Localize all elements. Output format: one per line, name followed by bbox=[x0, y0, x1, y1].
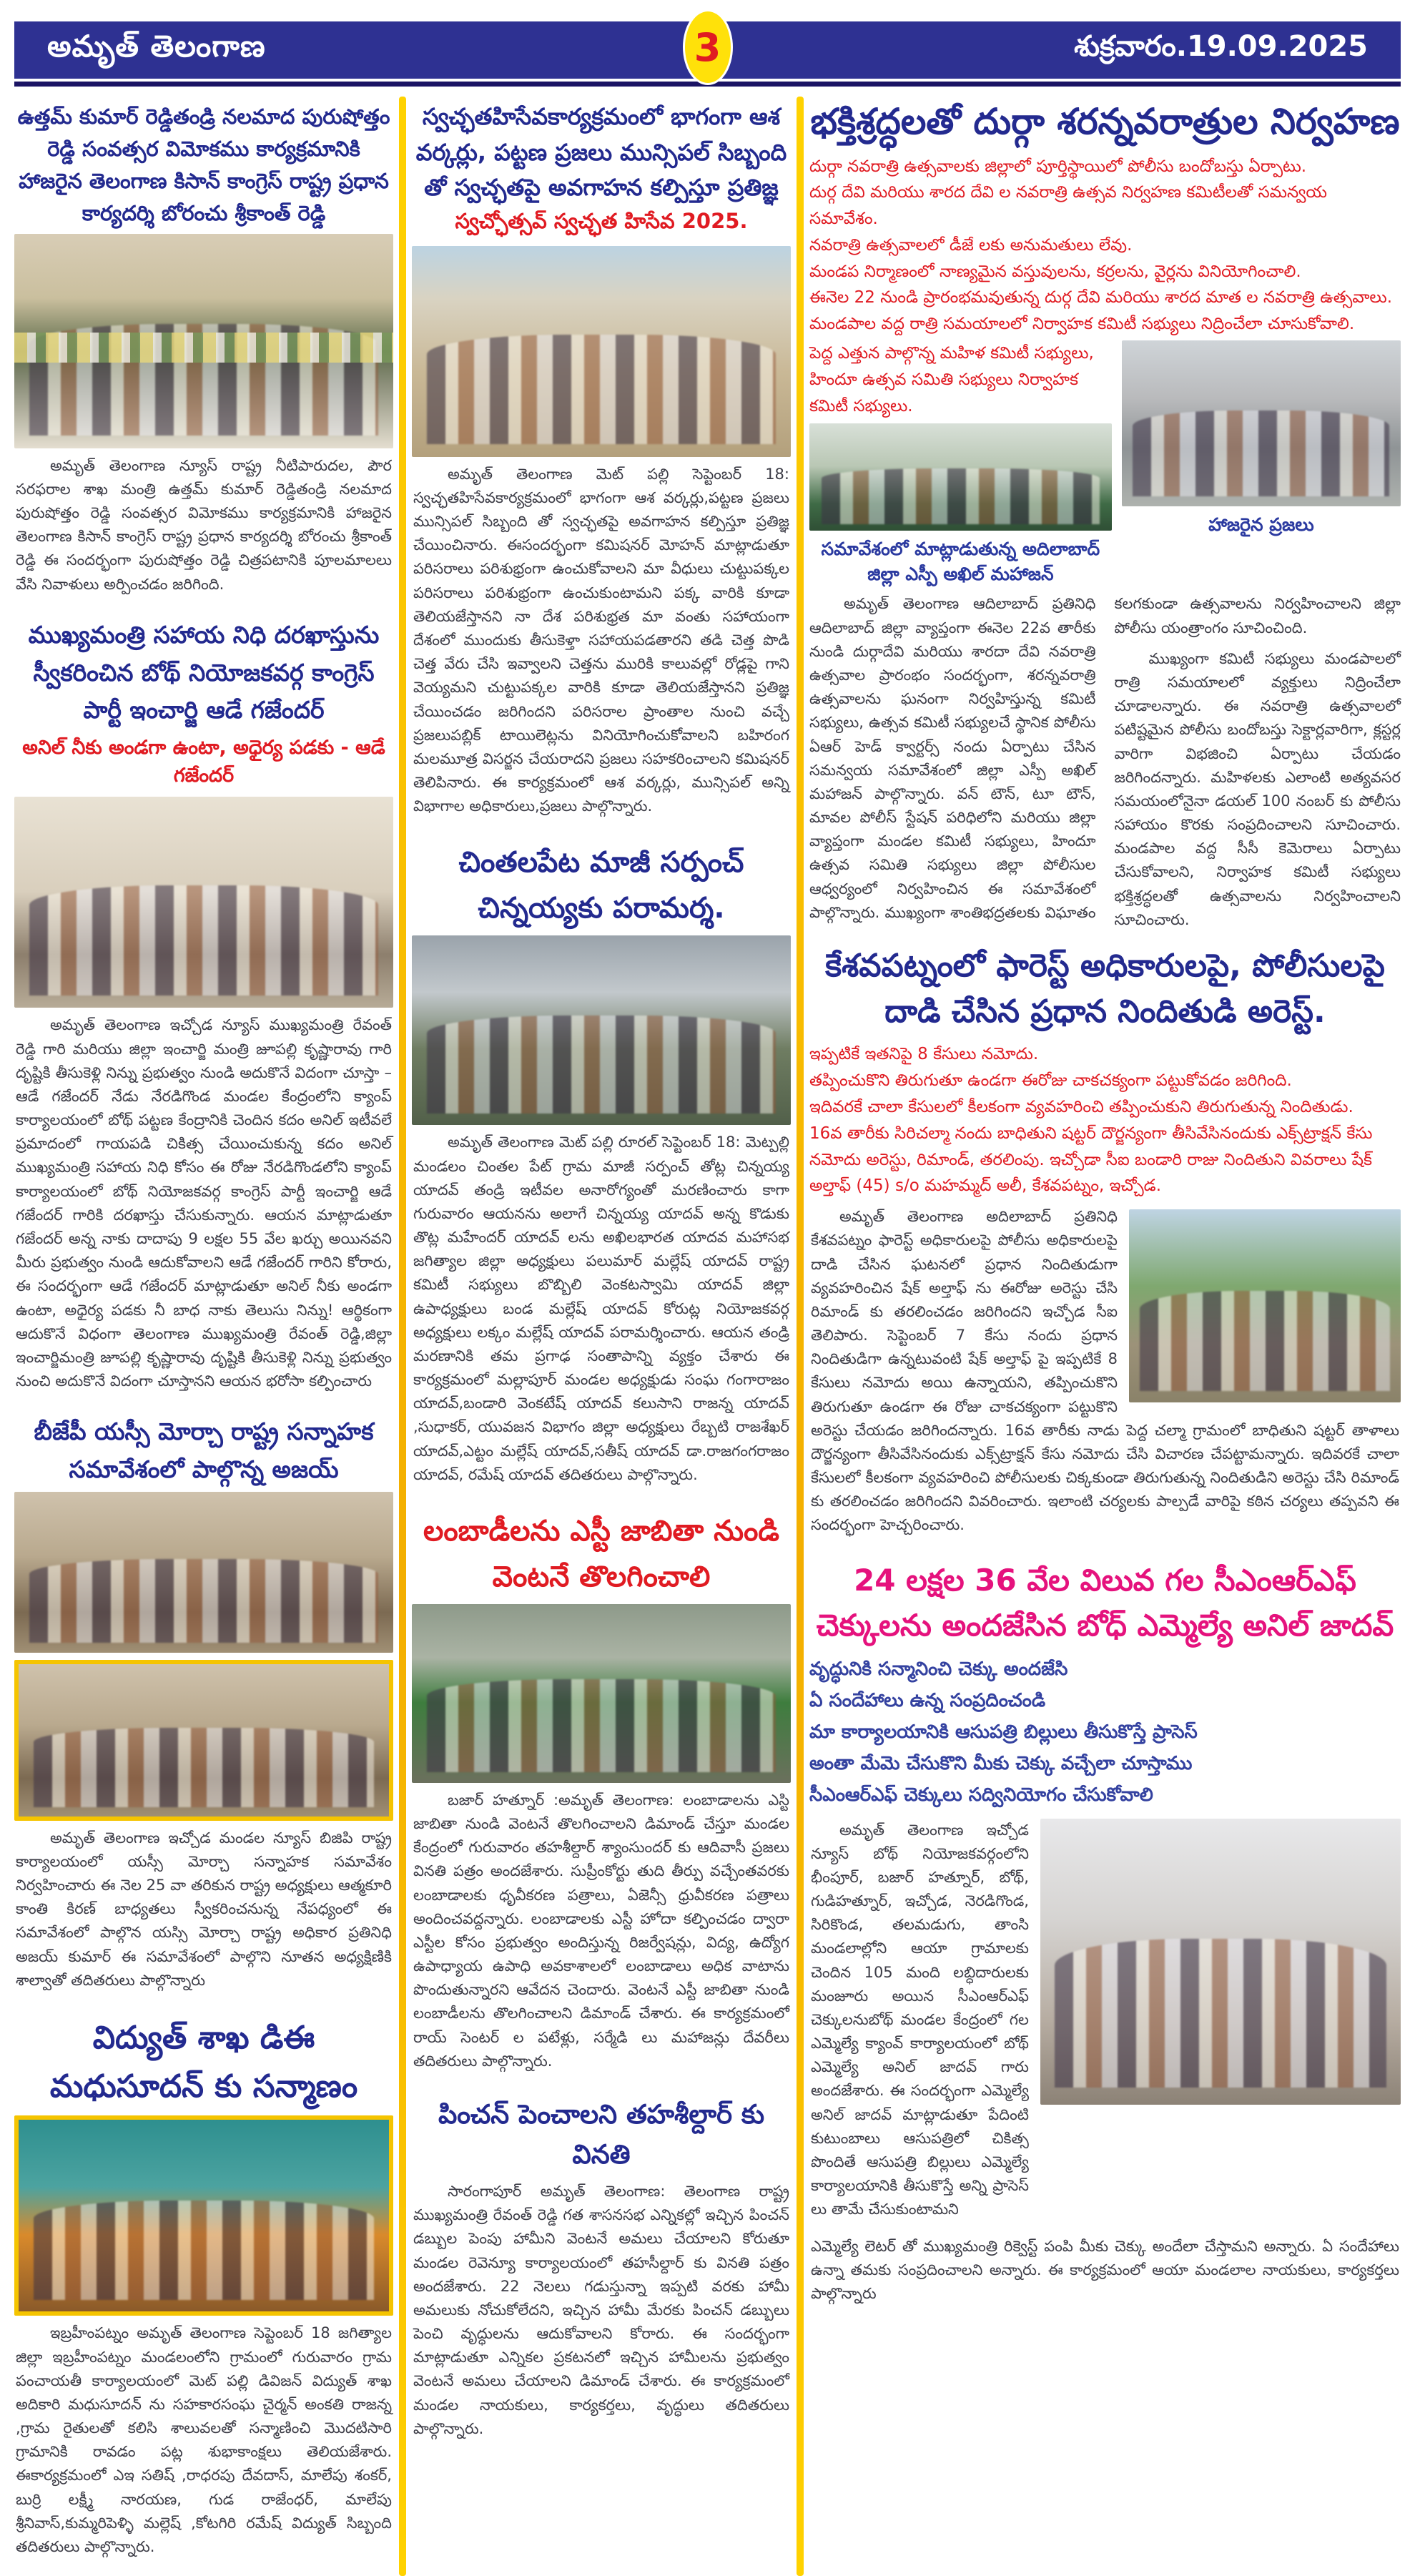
photo-memorial-gathering bbox=[14, 234, 393, 448]
body-text: అమృత్ తెలంగాణ న్యూస్ రాష్ట్ర నీటిపారుదల, పౌర సరఫరాల శాఖ మంత్రి ఉత్తమ్ కుమార్ రెడ్డితండ్రి నలమాద పురుషోత్తం రెడ్డి సంవత్సర విమోకము కార్యక్రమానికి హాజరైన తెలంగాణ కిసాన్ కాంగ్రెస్ రాష్ట్ర ప్రధాన కార్యదర్శి బోరంచు శ్రీకాంత్ రెడ్డి ఈ సందర్భంగా పురుషోత్తం రెడ్డి చిత్రపటానికి పూలమాలలు వేసి నివాళులు అర్పించడం జరిగింది. bbox=[16, 456, 392, 593]
headline: ఉత్తమ్ కుమార్ రెడ్డితండ్రి నలమాద పురుషోత్తం రెడ్డి సంవత్సర విమోకము కార్యక్రమానికి హాజరైన తెలంగాణ కిసాన్ కాంగ్రెస్ రాష్ట్ర ప్రధాన కార్యదర్శి బోరంచు శ్రీకాంత్ రెడ్డి bbox=[17, 104, 390, 225]
story-de-felicitation bbox=[14, 2010, 393, 2569]
headline: పించన్ పెంచాలని తహశీల్దార్ కు వినతి bbox=[438, 2099, 765, 2170]
bullet-item: మండప నిర్మాణంలో నాణ్యమైన వస్తువులను, కర్రలను, వైర్లను వినియోగించాలి. bbox=[809, 262, 1301, 281]
subline-list bbox=[809, 1653, 1401, 1811]
subline-item: మా కార్యాలయానికి ఆసుపత్రి బిల్లులు తీసుకొస్తే ప్రాసెస్ bbox=[809, 1721, 1198, 1744]
column-separator-right bbox=[797, 97, 804, 2576]
column-separator-left bbox=[399, 97, 406, 2576]
body-text-left: అమృత్ తెలంగాణ ఇచ్చోడ న్యూస్ బోథ్ నియోజకవర్గంలోని భీంపూర్, బజార్ హత్నూర్, బోథ్, గుడిహత్నూర్, ఇచ్చోడ, నెరడిగొండ, సిరికొండ, తలమడుగు, తాంసి మండలాల్లోని ఆయా గ్రామాలకు చెందిన 105 మంది లబ్ధిదారులకు మంజూరు అయిన సీఎంఆర్ఎఫ్ చెక్కులనుబోథ్ మండల కేంద్రంలో గల ఎమ్మెల్యే క్యాంవ్ కార్యాలయంలో బోథ్ ఎమ్మెల్యే అనిల్ జాదవ్ గారు అందజేశారు. ఈ సందర్భంగా ఎమ్మెల్యే అనిల్ జాదవ్ మాట్లాడుతూ పేదింటి కుటుంబాలు ఆసుపత్రిలో చికిత్స పొందితే ఆసుపత్రి బిల్లులు ఎమ్మెల్యే కార్యాలయానికి తీసుకొస్తే అన్ని ప్రాసెస్ లు తామే చేసుకుంటామని bbox=[811, 1821, 1029, 2218]
body-text: అమృత్ తెలంగాణ అదిలాబాద్ ప్రతినిధి కేశవపట్నం ఫారెస్ట్ అధికారులపై పోలీసు అధికారులపై దాడి చేసిన ఘటనలో ప్రధాన నిందితుడుగా వ్యవహరించిన షేక్ అల్తాఫ్ ను ఈరోజు అరెస్టు చేసి రిమాండ్ కు తరలించడం జరిగిందని ఇచ్చోడ సీఐ తెలిపారు. సెప్టెంబర్ 7 కేసు నందు ప్రధాన నిందితుడిగా ఉన్నటువంటి షేక్ అల్తాఫ్ పై ఇప్పటికే 8 కేసులు నమోదు అయి ఉన్నాయని, తప్పించుకొని తిరుగుతూ ఉండగా ఈ రోజు చాకచక్యంగా పట్టుకొని అరెస్టు చేయడం జరిగిందన్నారు. 16వ తారీకు నాడు పెద్ద చల్మా గ్రామంలో బాధితుని షట్టర్ తాళాలు దౌర్జన్యంగా తీసివేసినందుకు ఎక్స్‌ట్రాక్షన్ కేసు నమోదు చేసి విచారణ చేపట్టామన్నారు. ఇదివరకే చాలా కేసులలో కీలకంగా వ్యవహరించి పోలీసులకు చిక్కకుండా తిరుగుతున్న నిందితుడిని అరెస్టు చేసి రిమాండ్ కు తరలించడం జరిగిందని వివరించారు. ఇలాంటి చర్యలకు పాల్పడే వారిపై కఠిన చర్యలు తప్పవని ఈ సందర్భంగా హెచ్చరించారు. bbox=[811, 1208, 1399, 1534]
story-forest-attack-arrest bbox=[809, 939, 1401, 1548]
body-text: ఇబ్రహీంపట్నం అమృత్ తెలంగాణ సెప్టెంబర్ 18 జగిత్యాల జిల్లా ఇబ్రహీంపట్నం మండలంలోని గ్రామంలో గురువారం గ్రామ పంచాయతీ కార్యాలయంలో మెట్ పల్లి డివిజన్ విద్యుత్ శాఖ అదికారి మధుసూదన్ ను సహకారసంఘ చైర్మన్ అంకతి రాజన్న ,గ్రామ రైతులతో కలిసి శాలువలతో సన్మాణించి మొదటిసారి గ్రామానికి రావడం పట్ల శుభాకాంక్షలు తెలియజేశారు. ఈకార్యక్రమంలో ఎఇ సతిష్ ,రాధరపు దేవదాస్, మాలేపు శంకర్, బుర్రి లక్ష్మీ నారయణ, గుడ రాజేంధర్, మాలేపు శ్రీనివాస్,కుమ్మరిపెళ్ళి మల్లెష్ ,కోటగిరి రమేష్ విద్యుత్ సిబ్బంది తదితరులు పాల్గొన్నారు. bbox=[16, 2324, 392, 2555]
photo-sp-meeting-dais bbox=[809, 423, 1112, 531]
bullet-item: మండపాల వద్ద రాత్రి సమయాలలో నిర్వాహక కమిటీ సభ్యులు నిద్రించేలా చూసుకోవాలి. bbox=[809, 315, 1355, 334]
story-cm-relief-fund bbox=[14, 614, 393, 1403]
middle-column bbox=[412, 97, 791, 2576]
headline: భక్తిశ్రద్ధలతో దుర్గా శరన్నవరాత్రుల నిర్వహణ bbox=[810, 101, 1400, 142]
story-cmrf-cheques bbox=[809, 1555, 1401, 2316]
photo-caption-left: సమావేశంలో మాట్లాడుతున్న అదిలాబాద్ జిల్లా ఎస్పీ అఖిల్ మహాజన్ bbox=[821, 539, 1100, 585]
newspaper-page bbox=[14, 0, 1401, 2576]
two-column-body bbox=[809, 592, 1401, 931]
photo-pledge-ground bbox=[412, 246, 791, 457]
headline: బీజేపీ యస్సీ మోర్చా రాష్ట్ర సన్నాహక సమావేశంలో పాల్గొన్న అజయ్ bbox=[34, 1417, 374, 1483]
bullet-item: దుర్గా నవరాత్రి ఉత్సవాలకు జిల్లాలో పూర్తిస్థాయిలో పోలీసు బందోబస్తు ఏర్పాటు. bbox=[809, 157, 1307, 176]
photo-audience-hall bbox=[1122, 340, 1401, 506]
photo-bjp-meeting-top bbox=[14, 1492, 393, 1653]
bullet-list bbox=[809, 154, 1401, 338]
bullet-item: ఈనెల 22 నుండి ప్రారంభమవుతున్న దుర్గ దేవి మరియు శారద మాత ల నవరాత్రి ఉత్సవాలు. bbox=[809, 288, 1393, 308]
body-text: అమృత్ తెలంగాణ మెట్ పల్లి సెప్టెంబర్ 18: స్వచ్ఛతహిసేవకార్యక్రమంలో భాగంగా ఆశ వర్కర్లు,పట్టణ ప్రజలు మున్సిపల్ సిబ్బంది తో స్వచ్ఛతపై అవగాహన కల్పిస్తూ ప్రతిజ్ఞ చేయించినారు. ఈసందర్భంగా కమిషనర్ మోహన్ మాట్లాడుతూ పరిసరాలు పరిశుభ్రంగా ఉంచుకోవాలని మా వీధులు చుట్టుపక్కల పరిసరాలు పరిశుభ్రంగా ఉంచుకుంటామని పక్క వారికి కూడా తెలియజేస్తానని నా దేశ పరిశుభ్రత మా వంతు సహాయంగా దేశంలో ముందుకు తీసుకెళ్తా సహాయపడతారని తడి చెత్త పొడి చెత్త వేరు చేసి ఇవ్వాలని చెత్తను మురికి కాలువల్లో రోడ్లపై గాని వెయ్యమని చుట్టుపక్కల వారికి కూడా తెలియజేస్తానని ప్రతిజ్ఞ చేయించడం జరిగిందని పరిసరాల ప్రాంతాల నుంచి వచ్చే ప్రజలుపబ్లిక్ టాయిలెట్లను వినియోగించుకోవాలని బహిరంగ మలమూత్ర విసర్జన చేయరాదని ప్రజలు సహకరించాలని కమిషనర్ తెలిపినారు. ఈ కార్యక్రమంలో ఆశ వర్కర్లు, మున్సిపల్ అన్ని విభాగాల అధికారులు,ప్రజలు పాల్గొన్నారు. bbox=[413, 465, 789, 815]
headline: లంబాడీలను ఎస్టీ జాబితా నుండి వెంటనే తొలగించాలి bbox=[423, 1514, 779, 1593]
bullet-item: నవరాత్రి ఉత్సవాలలో డీజే లకు అనుమతులు లేవు. bbox=[809, 235, 1133, 255]
body-with-photo bbox=[809, 1205, 1401, 1547]
date-line: శుక్రవారం.19.09.2025 bbox=[1074, 30, 1368, 63]
photo-condolence-shed bbox=[412, 935, 791, 1125]
bullet-item: ఇప్పటికే ఇతనిపై 8 కేసులు నమోదు. bbox=[809, 1045, 1039, 1064]
story-durga-navaratri bbox=[809, 97, 1401, 932]
body-text-left: అమృత్ తెలంగాణ ఆదిలాబాద్ ప్రతినిధి ఆదిలాబాద్ జిల్లా వ్యాప్తంగా ఈనెల 22వ తారీకు నుండి దుర్గాదేవి మరియు శారదా దేవి నవరాత్రి ఉత్సవాల ప్రారంభం సందర్భంగా, శరన్నవరాత్రి ఉత్సవాలను ఘనంగా నిర్వహిస్తున్న కమిటీ సభ్యులు, ఉత్సవ కమిటీ సభ్యులచే స్థానిక పోలీసు ఏఆర్ హెడ్ క్వార్టర్స్ నందు ఏర్పాటు చేసిన సమన్వయ సమావేశంలో జిల్లా ఎస్పీ అఖిల్ మహాజన్ పాల్గొన్నారు. వన్ టౌన్, టూ టౌన్, మావల పోలీస్ స్టేషన్ పరిధిలోని మరియు జిల్లా వ్యాప్తంగా మండల కమిటీ సభ్యులు, హిందూ ఉత్సవ సమితి సభ్యులు జిల్లా పోలీసుల ఆధ్వర్యంలో నిర్వహించిన ఈ సమావేశంలో పాల్గొన్నారు. ముఖ్యంగా శాంతిభద్రతలకు విఘాతం కలగకుండా ఉత్సవాలను నిర్వహించాలని జిల్లా పోలీసు యంత్రాంగం సూచించింది. bbox=[809, 595, 1401, 921]
right-column bbox=[809, 97, 1401, 2576]
bullet-item: తప్పించుకొని తిరుగుతూ ఉండగా ఈరోజు చాకచక్యంగా పట్టుకోవడం జరిగింది. bbox=[809, 1071, 1292, 1091]
story-sarpanch-condolence bbox=[412, 835, 791, 1497]
masthead-title: అమృత్ తెలంగాణ bbox=[47, 29, 266, 64]
body-text-right: ముఖ్యంగా కమిటీ సభ్యులు మండపాలలో రాత్రి సమయాలలో వ్యక్తులు నిద్రించేలా చూడాలన్నారు. ఈ నవరాత్రి ఉత్సవాలలో పటిష్టమైన పోలీసు బందోబస్తు సెక్టార్లవారిగా, క్లస్టర్ల వారిగా విభజించి ఏర్పాటు చేయడం జరిగిందన్నారు. మహిళలకు ఎలాంటి అత్యవసర సమయంలోనైనా డయల్ 100 నంబర్ కు పోలీసు సహాయం కొరకు సంప్రదించాలని సూచించారు. మండపాల వద్ద సీసీ కెమెరాలు ఏర్పాటు చేసుకోవాలని, నిర్వాహక కమిటీ సభ్యులు భక్తిశ్రద్ధలతో ఉత్సవాలను నిర్వహించాలని సూచించారు. bbox=[1114, 649, 1401, 928]
photo-police-arrest-road bbox=[1129, 1209, 1401, 1402]
body-text-bottom: ఎమ్మెల్యే లెటర్ తో ముఖ్యమంత్రి రిక్వెస్ట్ పంపి మీకు చెక్కు అందేలా చేస్తామని అన్నారు. ఏ సందేహాలు ఉన్నా తమకు సంప్రదించాలని అన్నారు. ఈ కార్యక్రమంలో ఆయా మండలాల నాయకులు, కార్యకర్తలు పాల్గొన్నారు bbox=[811, 2237, 1399, 2302]
headline: కేశవపట్నంలో ఫారెస్ట్ అధికారులపై, పోలీసులపై దాడి చేసిన ప్రధాన నిందితుడి అరెస్ట్. bbox=[825, 947, 1385, 1030]
subline-item: ఏ సందేహాలు ఉన్న సంప్రదించండి bbox=[809, 1689, 1046, 1711]
story-pension-petition bbox=[412, 2090, 791, 2451]
photo-camp-office-application bbox=[14, 797, 393, 1008]
bullet-item: పెద్ద ఎత్తున పాల్గొన్న మహిళ కమిటీ సభ్యులు, హిందూ ఉత్సవ సమితి సభ్యులు నిర్వాహక కమిటీ సభ్యులు. bbox=[809, 344, 1094, 416]
photo-felicitation-event bbox=[14, 2115, 393, 2316]
body-text: సారంగాపూర్ అమృత్ తెలంగాణ: తెలంగాణ రాష్ట్ర ముఖ్యమంత్రి రేవంత్ రెడ్డి గత శాసనసభ ఎన్నికల్లో ఇచ్చిన పించన్ డబ్బుల పెంపు హామీని వెంటనే అమలు చేయాలని కోరుతూ మండల రెవెన్యూ కార్యాలయంలో తహసీల్దార్ కు వినతి పత్రం అందజేశారు. 22 నెలలు గడుస్తున్నా ఇప్పటి వరకు హామీ అమలుకు నోచుకోలేదని, ఇచ్చిన హామీ మేరకు పించన్ డబ్బులు పెంచి వృద్ధులను ఆదుకోవాలని కోరారు. ఈ సందర్భంగా మాట్లాడుతూ ఎన్నికల ప్రకటనలో ఇచ్చిన హామీలను ప్రభుత్వం వెంటనే అమలు చేయాలని డిమాండ్ చేశారు. ఈ కార్యక్రమంలో మండల నాయకులు, కార్యకర్తలు, వృద్ధులు తదితరులు పాల్గొన్నారు. bbox=[413, 2183, 789, 2437]
subline-item: అంతా మేమె చేసుకొని మీకు చెక్కు వచ్చేలా చూస్తాము bbox=[809, 1753, 1193, 1775]
bullet-item: ఇదివరకే చాలా కేసులలో కీలకంగా వ్యవహరించి తప్పించుకుని తిరుగుతున్న నిందితుడు. bbox=[809, 1098, 1354, 1117]
subheadline: అనిల్ నీకు అండగా ఉంటా, అధైర్య పడకు - ఆడే గజేందర్ bbox=[22, 737, 385, 787]
story-kisan-congress bbox=[14, 97, 393, 606]
headline: స్వచ్ఛతహిసేవకార్యక్రమంలో భాగంగా ఆశ వర్కర్లు, పట్టణ ప్రజలు మున్సిపల్ సిబ్బంది తో స్వచ్ఛతపై అవగాహన కల్పిస్తూ ప్రతిజ్ఞ bbox=[415, 103, 787, 202]
photo-adivasi-petition-group bbox=[412, 1604, 791, 1783]
bullet-item: 16వ తారీకు సిరిచల్మా నందు బాధితుని షట్టర్ దౌర్జన్యంగా తీసివేసినందుకు ఎక్స్‌ట్రాక్షన్ కేసు నమోదు అరెస్టు, రిమాండ్, తరలింపు. ఇచ్చోడా సీఐ బండారి రాజు నిందితుని వివరాలు షేక్ అల్తాఫ్ (45) s/o మహమ్మద్ అలీ, కేశవపట్నం, ఇచ్చోడ. bbox=[809, 1124, 1373, 1196]
left-column bbox=[14, 97, 393, 2576]
story-swachhata-pledge bbox=[412, 97, 791, 828]
story-bjp-sc-morcha bbox=[14, 1410, 393, 2002]
headline: విద్యుత్ శాఖ డిఈ మధుసూదన్ కు సన్మాణం bbox=[49, 2020, 358, 2105]
body-text: బజార్ హత్నూర్ :అమృత్ తెలంగాణ: లంబాడాలను ఎస్టి జాబితా నుండి వెంటనే తొలగించాలని డిమాండ్ చేస్తూ మండల కేంద్రంలో గురువారం తహశీల్దార్ శ్యాంసుందర్ కు ఆదివాసీ ప్రజలు వినతి పత్రం అందజేశారు. సుప్రీంకోర్టు తుది తీర్పు వచ్చేంతవరకు లంబాడాలకు ధృవీకరణ పత్రాలు, ఏజెన్సీ ధ్రువీకరణ పత్రాలు అందించవద్దన్నారు. లంబాడాలకు ఎస్టీ హోదా కల్పించడం ద్వారా ఎస్టీల కోసం ప్రభుత్వం అందిస్తున్న రిజర్వేషన్లు, విద్య, ఉద్యోగ ఉపాధ్యాయ ఉపాధి అవకాశాలలో లంబాడాలు అధిక వాటాను పొందుతున్నారని ఆవేదన చెందారు. వెంటనే ఎస్టీ జాబితా నుండి లంబాడీలను తొలగించాలని డిమాండ్ చేశారు. ఈ కార్యక్రమంలో రాయ్ సెంటర్ ల పటేళ్లు, సర్మేడి లు మహాజన్లు దేవరీలు తదితరులు పాల్గొన్నారు. bbox=[413, 1791, 789, 2070]
subline-item: వృద్ధునికి సన్మానించి చెక్కు అందజేసి bbox=[809, 1658, 1068, 1680]
headline: 24 లక్షల 36 వేల విలువ గల సీఎంఆర్ఎఫ్ చెక్కులను అందజేసిన బోధ్ ఎమ్మెల్యే అనిల్ జాదవ్ bbox=[816, 1562, 1394, 1643]
body-text: అమృత్ తెలంగాణ మెట్ పల్లి రూరల్ సెప్టెంబర్ 18: మెట్పల్లి మండలం చింతల పేట్ గ్రామ మాజీ సర్పంచ్ తోట్ల చిన్నయ్య యాదవ్ తండ్రి ఇటీవల అనారోగ్యంతో మరణించారు కాగా గురువారం ఆయనను అలాగే చిన్నయ్య యాదవ్ అన్న కొడుకు తొట్ల మహేందర్ యాదవ్ లను అఖిలభారత యాదవ మహాసభ జగిత్యాల జిల్లా అధ్యక్షులు పలుమార్ మల్లేష్ యాదవ్ రాష్ట్ర కమిటీ సభ్యులు బొబ్బిలి వెంకటస్వామి యాదవ్ జిల్లా ఉపాధ్యక్షులు బండ మల్లేష్ యాదవ్ కోరుట్ల నియోజకవర్గ అధ్యక్షులు లక్కం మల్లేష్ యాదవ్ పరామర్శించారు. ఆయన తండ్రి మరణానికి తమ ప్రగాఢ సంతాపాన్ని వ్యక్తం చేశారు ఈ కార్యక్రమంలో మల్లాపూర్ మండల అధ్యక్షుడు సంఘ గంగారాజం యాదవ్,బండారి వెంకటేష్ యాదవ్ కలుసాని రాజన్న యాదవ్ ,సుధాకర్, యువజన విభాగం జిల్లా అధ్యక్షులు రేబ్బటి రాజశేఖర్ యాదవ్,ఎట్టం మల్లేష్ యాదవ్,సతీష్ యాదవ్ డా.రాజగంగరాజం యాదవ్, రమేష్ యాదవ్ తదితరులు పాల్గొన్నారు. bbox=[413, 1134, 789, 1483]
photo-caption-right: హాజరైన ప్రజలు bbox=[1208, 514, 1314, 536]
page-number: 3 bbox=[694, 24, 721, 70]
bullet-list bbox=[809, 1041, 1401, 1199]
headline: చింతలపేట మాజీ సర్పంచ్ చిన్నయ్యకు పరామర్శ. bbox=[458, 846, 744, 925]
body-text: అమృత్ తెలంగాణ ఇచ్చోడ మండల న్యూస్ బిజిపి రాష్ట్ర కార్యాలయంలో యస్సీ మోర్చా సన్నాహక సమావేశం నిర్వహించారు ఈ నెల 25 వా తరికున రాష్ట్ర అధ్యక్షులు ఆత్మకూరి కాంతి కిరణ్ బాధ్యతలు స్వీకరించనున్న నేపధ్యంలో ఈ సమావేశంలో పాల్గొన యస్సి మోర్చా రాష్ట్ర అధికార ప్రతినిధి అజయ్ కుమార్ ఈ సమావేశంలో పాల్గొని నూతన అధ్యక్షిణికి శాల్వాతో తదితరులు పాల్గొన్నారు bbox=[16, 1829, 392, 1989]
headline: ముఖ్యమంత్రి సహాయ నిధి దరఖాస్తును స్వీకరించిన బోథ్ నియోజకవర్గ కాంగ్రెస్ పార్టీ ఇంచార్జి ఆడే గజేందర్ bbox=[28, 620, 380, 724]
masthead-bar bbox=[14, 21, 1401, 79]
subheadline: స్వచ్ఛోత్సవ్ స్వచ్ఛత హిసేవ 2025. bbox=[455, 208, 748, 233]
subline-item: సీఎంఆర్ఎఫ్ చెక్కులు సద్వినియోగం చేసుకోవాలి bbox=[809, 1784, 1153, 1806]
page-number-badge bbox=[685, 11, 731, 83]
body-text: అమృత్ తెలంగాణ ఇచ్చోడ న్యూస్ ముఖ్యమంత్రి రేవంత్ రెడ్డి గారి మరియు జిల్లా ఇంచార్జి మంత్రి జూపల్లి కృష్ణారావు గారి దృష్టికి తీసుకెళ్లి నిన్ను ప్రభుత్వం నుండి అదుకొనే విదంగా చూస్తా – ఆడే గజేందర్ నేడు నేరడిగొండ మండల కేంద్రంలోని క్యాంప్ కార్యాలయంలో బోథ్ పట్టణ కేంద్రానికి చెందిన కదం అనిల్ ఇటీవలే ప్రమాదంలో గాయపడి చికిత్స చేయించుకున్న కదం అనిల్ ముఖ్యమంత్రి సహాయ నిధి కోసం ఈ రోజు నేరడిగొండలోని క్యాంప్ కార్యాలయంలో బోథ్ నియోజకవర్గ కాంగ్రెస్ పార్టీ ఇంచార్జి ఆడే గజేందర్ గారికి దరఖాస్తు చేసుకున్నారు. ఆయన మాట్లాడుతూ గజేందర్ అన్న నాకు దాదాపు 9 లక్షల 55 వేల ఖర్చు అయినవని మీరు ప్రభుత్వం నుండి ఆదుకోవాలని ఆడే గజేందర్ గారిని కోరారు, ఈ సందర్భంగా ఆడే గజేందర్ మాట్లాడుతూ అనిల్ నీకు అండగా ఉంటా, అధైర్య పడకు నీ బాధ నాకు తెలుసు నిన్ను! ఆర్థికంగా ఆదుకొనే విధంగా తెలంగాణ ముఖ్యమంత్రి రేవంత్ రెడ్డి,జిల్లా ఇంచార్జిమంత్రి జూపల్లి కృష్ణారావు దృష్టికి తీసుకెళ్లి నిన్ను ప్రభుత్వం నుంచి అదుకొనే విదంగా చూస్తానని ఆయన భరోసా కల్పించారు bbox=[16, 1016, 392, 1390]
bullet-item: దుర్గ దేవి మరియు శారద దేవి ల నవరాత్రి ఉత్సవ నిర్వహణ కమిటీలతో సమన్వయ సమావేశం. bbox=[809, 183, 1328, 229]
photo-bjp-meeting-bottom bbox=[14, 1660, 393, 1821]
story-lambada-st-list bbox=[412, 1504, 791, 2083]
photo-cheque-presentation bbox=[1040, 1819, 1401, 2105]
